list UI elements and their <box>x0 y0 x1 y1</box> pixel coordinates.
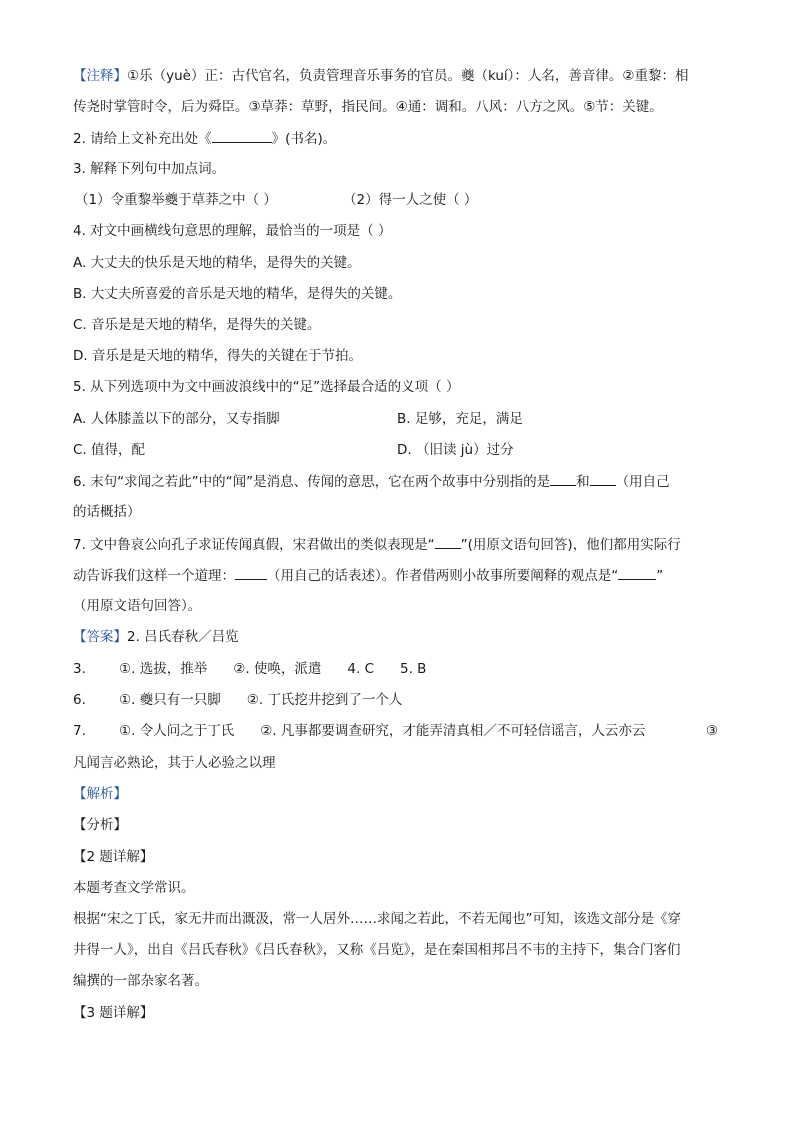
note-text-1: ①乐（yuè）正：古代官名，负责管理音乐事务的官员。夔（kuí）：人名，善音律。②重黎：相 <box>127 68 689 84</box>
q4-option-b: B. 大丈夫所喜爱的音乐是天地的精华，是得失的关键。 <box>73 286 402 302</box>
q2-blank <box>212 128 272 143</box>
question-5: 5. 从下列选项中为文中画波浪线中的“足”选择最合适的义项（ ） <box>73 379 460 395</box>
q5-option-b: B. 足够，充足，满足 <box>397 411 523 427</box>
q6-and: 和 <box>576 474 590 490</box>
q6-blank-1 <box>550 471 576 486</box>
answer-7-num: 7. <box>73 723 86 739</box>
answer-7-circle-2: ② <box>260 723 273 739</box>
question-4: 4. 对文中画横线句意思的理解，最恰当的一项是（ ） <box>73 223 392 239</box>
q6-text: 6. 末句“求闻之若此”中的“闻”是消息、传闻的意思，它在两个故事中分别指的是 <box>73 474 551 490</box>
answer-7-item-2: . 凡事都要调查研究，才能弄清真相／不可轻信谣言，人云亦云 <box>272 723 646 739</box>
q7-line2-pre: 动告诉我们这样一个道理： <box>73 568 235 584</box>
q2-text-end: 》(书名)。 <box>271 131 337 147</box>
detail-2-p2-line2: 井得一人》，出自《吕氏春秋》《吕氏春秋》，又称《吕览》，是在秦国相邦吕不韦的主持下，集合门客们 <box>73 942 681 958</box>
question-6 <box>73 471 670 492</box>
detail-2-p1: 本题考查文学常识。 <box>73 880 195 896</box>
answer-7-circle-1: ① <box>119 723 132 739</box>
answer-7-item-1: . 令人问之于丁氏 <box>131 723 235 739</box>
answer-7-circle-3: ③ <box>706 723 719 739</box>
note-line-2: 传尧时掌管时令，后为舜臣。③草莽：草野，指民间。④通：调和。八风：八方之风。⑤节：关键。 <box>73 99 663 115</box>
answer-3-num: 3. <box>73 661 86 677</box>
answer-6-circle-2: ② <box>246 692 259 708</box>
q7-text: 7. 文中鲁哀公向孔子求证传闻真假，宋君做出的类似表现是“ <box>73 537 435 553</box>
detail-2-title: 【2 题详解】 <box>73 849 154 865</box>
q7-blank-3 <box>618 565 656 580</box>
q4-option-c: C. 音乐是是天地的精华，是得失的关键。 <box>73 317 321 333</box>
q5-option-d: D. （旧读 jù）过分 <box>397 442 514 458</box>
q4-option-d: D. 音乐是是天地的精华，得失的关键在于节拍。 <box>73 348 362 364</box>
q7-line2-mid: （用自己的话表述）。作者借两则小故事所要阐释的观点是“ <box>267 568 619 584</box>
answer-6 <box>73 690 402 710</box>
answer-4: 4. C <box>347 661 375 677</box>
detail-3-title: 【3 题详解】 <box>73 1005 154 1021</box>
note-line-1 <box>73 66 689 86</box>
answer-3-item-1: . 选拔，推举 <box>131 661 208 677</box>
note-tag: 【注释】 <box>73 68 127 84</box>
detail-2-p2-line3: 编撰的一部杂家名著。 <box>73 973 208 989</box>
q7-blank-1 <box>435 534 461 549</box>
question-7 <box>73 534 681 555</box>
q7-line-2 <box>73 565 663 586</box>
answer-3-circle-1: ① <box>119 661 132 677</box>
answer-6-item-1: . 夔只有一只脚 <box>131 692 221 708</box>
answer-3 <box>73 659 426 679</box>
answer-line <box>73 627 239 647</box>
question-2 <box>73 128 336 149</box>
answer-tag: 【答案】 <box>73 629 127 645</box>
q6-blank-2 <box>590 471 616 486</box>
q3-item-2: （2）得一人之使（ ） <box>343 192 478 208</box>
q6-line-2: 的话概括） <box>73 504 141 520</box>
answer-6-num: 6. <box>73 692 86 708</box>
detail-2-p2-line1: 根据“宋之丁氏，家无井而出溉汲，常一人居外……求闻之若此，不若无闻也”可知，该选文部分是《穿 <box>73 911 681 927</box>
analysis-tag: 【解析】 <box>73 786 127 802</box>
answer-2: 2. 吕氏春秋／吕览 <box>127 629 239 645</box>
q7-line-3: （用原文语句回答）。 <box>73 598 202 614</box>
q5-option-a: A. 人体膝盖以下的部分，又专指脚 <box>73 411 280 427</box>
q7-text-end: ”(用原文语句回答)，他们都用实际行 <box>460 537 681 553</box>
q3-item-1: （1）令重黎举夔于草莽之中（ ） <box>75 192 277 208</box>
answer-5: 5. B <box>400 661 427 677</box>
answer-6-circle-1: ① <box>119 692 132 708</box>
q2-text: 2. 请给上文补充出处《 <box>73 131 212 147</box>
q7-line2-post: ” <box>656 568 664 584</box>
answer-7-line-2: 凡闻言必熟论，其于人必验之以理 <box>73 755 276 771</box>
q7-blank-2 <box>235 565 267 580</box>
answer-3-item-2: . 使唤，派遣 <box>245 661 322 677</box>
q4-option-a: A. 大丈夫的快乐是天地的精华，是得失的关键。 <box>73 255 361 271</box>
q5-option-c: C. 值得，配 <box>73 442 146 458</box>
q6-text-end: （用自己 <box>615 474 670 490</box>
fenxi-tag: 【分析】 <box>73 817 127 833</box>
answer-3-circle-2: ② <box>233 661 246 677</box>
question-3: 3. 解释下列句中加点词。 <box>73 161 226 177</box>
answer-6-item-2: . 丁氏挖井挖到了一个人 <box>258 692 403 708</box>
answer-7 <box>73 721 645 741</box>
